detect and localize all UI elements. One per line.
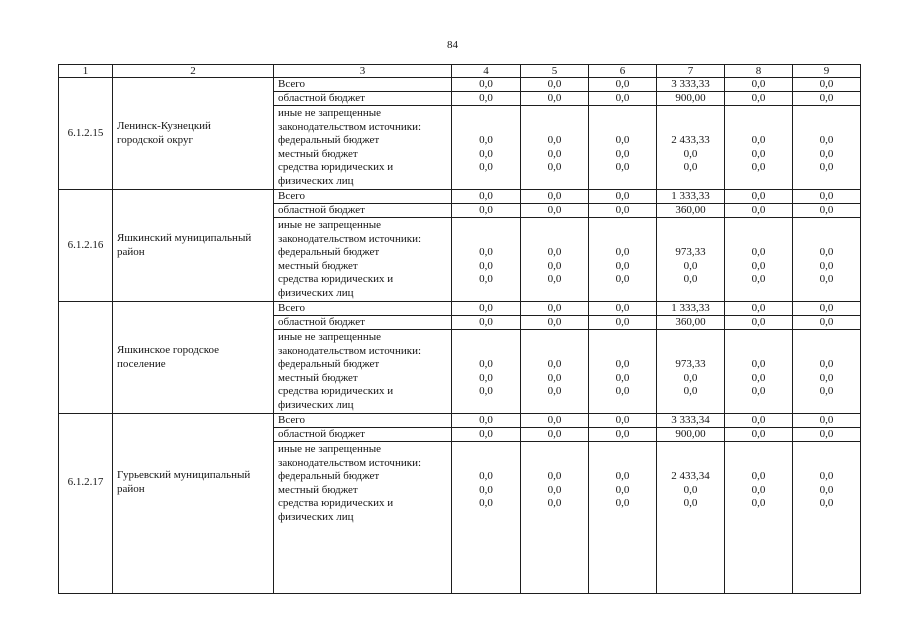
value-legal: 0,0 <box>751 161 766 174</box>
value-federal: 0,0 <box>479 134 493 147</box>
row-label-total: Всего <box>274 190 452 204</box>
value-cell-regional: 0,0 <box>521 428 589 442</box>
line-spacer <box>725 443 792 457</box>
value-cell-regional: 0,0 <box>452 316 521 330</box>
value-cell-regional: 0,0 <box>452 204 521 218</box>
value-federal: 0,0 <box>479 358 493 371</box>
value-cell-regional: 0,0 <box>521 92 589 106</box>
item-name <box>113 78 274 190</box>
line-spacer <box>657 457 724 471</box>
value-cell-total: 1 333,33 <box>657 190 725 204</box>
line-spacer <box>793 121 860 135</box>
value-local: 0,0 <box>751 371 766 384</box>
value-cell-other <box>452 330 521 414</box>
financing-table <box>58 64 861 594</box>
column-number-5: 5 <box>521 65 589 78</box>
line-spacer <box>725 219 792 233</box>
line-spacer <box>521 107 588 121</box>
line-spacer <box>793 219 860 233</box>
header-row <box>59 65 861 78</box>
value-cell-total: 0,0 <box>725 78 793 92</box>
value-federal: 0,0 <box>751 134 766 147</box>
column-number-3: 3 <box>274 65 452 78</box>
value-legal: 0,0 <box>615 497 630 510</box>
item-name-line: Ленинск-Кузнецкий <box>117 119 211 132</box>
value-legal: 0,0 <box>479 161 493 174</box>
line-spacer <box>589 457 656 471</box>
line-spacer <box>452 219 520 233</box>
source-label-line: средства юридических и <box>278 161 394 174</box>
line-spacer <box>793 457 860 471</box>
value-cell-regional: 0,0 <box>589 92 657 106</box>
value-legal: 0,0 <box>547 161 562 174</box>
item-name <box>113 302 274 414</box>
source-label-line: федеральный бюджет <box>278 358 380 371</box>
value-cell-total: 0,0 <box>452 414 521 428</box>
value-cell-other <box>521 442 589 594</box>
value-cell-regional: 0,0 <box>589 204 657 218</box>
value-local: 0,0 <box>751 147 766 160</box>
line-spacer <box>657 331 724 345</box>
item-name-line: район <box>117 245 145 258</box>
value-local: 0,0 <box>547 483 562 496</box>
value-cell-other <box>725 442 793 594</box>
value-cell-regional: 0,0 <box>725 316 793 330</box>
value-legal: 0,0 <box>479 497 493 510</box>
value-local: 0,0 <box>547 259 562 272</box>
row-label-other <box>274 106 452 190</box>
value-legal: 0,0 <box>751 273 766 286</box>
value-legal: 0,0 <box>819 385 834 398</box>
line-spacer <box>793 443 860 457</box>
source-label-line: федеральный бюджет <box>278 134 380 147</box>
value-legal: 0,0 <box>547 385 562 398</box>
value-cell-other <box>521 218 589 302</box>
value-federal: 0,0 <box>819 134 834 147</box>
value-local: 0,0 <box>615 147 630 160</box>
value-cell-other <box>793 218 861 302</box>
value-federal: 0,0 <box>819 470 834 483</box>
table-header <box>59 65 861 78</box>
value-cell-total: 0,0 <box>725 414 793 428</box>
source-label-line: местный бюджет <box>278 483 358 496</box>
source-label-line: физических лиц <box>278 398 354 411</box>
item-code <box>59 302 113 414</box>
value-federal: 0,0 <box>751 246 766 259</box>
value-cell-total: 0,0 <box>793 78 861 92</box>
source-label-line: законодательством источники: <box>278 120 422 133</box>
value-local: 0,0 <box>479 371 493 384</box>
item-code: 6.1.2.15 <box>59 78 113 190</box>
row-label-other <box>274 218 452 302</box>
row-label-other <box>274 442 452 594</box>
value-cell-regional: 0,0 <box>521 316 589 330</box>
value-cell-total: 3 333,34 <box>657 414 725 428</box>
row-total <box>59 302 861 316</box>
source-label-line: физических лиц <box>278 174 354 187</box>
column-number-2: 2 <box>113 65 274 78</box>
line-spacer <box>452 107 520 121</box>
item-name-line: городской округ <box>117 133 194 146</box>
value-cell-regional: 0,0 <box>452 92 521 106</box>
line-spacer <box>793 233 860 247</box>
value-local: 0,0 <box>479 259 493 272</box>
value-cell-total: 0,0 <box>521 190 589 204</box>
value-federal: 0,0 <box>615 134 630 147</box>
value-cell-total: 0,0 <box>589 302 657 316</box>
value-cell-regional: 0,0 <box>793 92 861 106</box>
value-cell-regional: 0,0 <box>793 204 861 218</box>
column-number-6: 6 <box>589 65 657 78</box>
row-total <box>59 190 861 204</box>
value-federal: 0,0 <box>819 246 834 259</box>
item-name-line: Яшкинский муниципальный <box>117 231 252 244</box>
value-cell-total: 1 333,33 <box>657 302 725 316</box>
value-legal: 0,0 <box>547 273 562 286</box>
value-legal: 0,0 <box>751 497 766 510</box>
value-cell-regional: 900,00 <box>657 92 725 106</box>
source-label-line: иные не запрещенные <box>278 107 382 119</box>
value-cell-total: 0,0 <box>521 78 589 92</box>
value-cell-other <box>793 330 861 414</box>
item-code: 6.1.2.16 <box>59 190 113 302</box>
line-spacer <box>589 121 656 135</box>
value-federal: 0,0 <box>547 470 562 483</box>
row-label-regional: областной бюджет <box>274 204 452 218</box>
value-federal: 2 433,33 <box>671 134 710 147</box>
value-legal: 0,0 <box>751 385 766 398</box>
value-federal: 0,0 <box>615 246 630 259</box>
budget-block <box>59 78 861 190</box>
value-federal: 0,0 <box>479 246 493 259</box>
item-name-line: район <box>117 482 145 495</box>
value-local: 0,0 <box>683 371 698 384</box>
source-label-line: средства юридических и <box>278 497 394 510</box>
row-label-other <box>274 330 452 414</box>
value-legal: 0,0 <box>819 161 834 174</box>
line-spacer <box>452 331 520 345</box>
item-name-line: поселение <box>117 357 166 370</box>
value-cell-total: 0,0 <box>589 414 657 428</box>
row-label-regional: областной бюджет <box>274 428 452 442</box>
value-cell-other <box>657 442 725 594</box>
source-label-line: местный бюджет <box>278 371 358 384</box>
column-number-1: 1 <box>59 65 113 78</box>
line-spacer <box>452 457 520 471</box>
line-spacer <box>725 345 792 359</box>
source-label-line: законодательством источники: <box>278 456 422 469</box>
value-cell-other <box>521 330 589 414</box>
value-local: 0,0 <box>819 371 834 384</box>
value-legal: 0,0 <box>683 497 698 510</box>
value-cell-total: 3 333,33 <box>657 78 725 92</box>
value-cell-regional: 0,0 <box>725 204 793 218</box>
value-cell-total: 0,0 <box>793 190 861 204</box>
value-cell-other <box>452 106 521 190</box>
value-cell-other <box>725 106 793 190</box>
line-spacer <box>521 121 588 135</box>
value-cell-regional: 0,0 <box>793 316 861 330</box>
value-local: 0,0 <box>751 259 766 272</box>
value-cell-other <box>657 218 725 302</box>
row-total <box>59 414 861 428</box>
value-cell-other <box>521 106 589 190</box>
value-cell-total: 0,0 <box>725 190 793 204</box>
value-cell-other <box>589 330 657 414</box>
value-legal: 0,0 <box>819 273 834 286</box>
value-federal: 0,0 <box>547 246 562 259</box>
item-name-line: Яшкинское городское <box>117 343 220 356</box>
value-cell-regional: 0,0 <box>452 428 521 442</box>
value-legal: 0,0 <box>683 161 698 174</box>
value-legal: 0,0 <box>819 497 834 510</box>
value-local: 0,0 <box>479 147 493 160</box>
column-number-4: 4 <box>452 65 521 78</box>
value-federal: 0,0 <box>751 470 766 483</box>
value-cell-other <box>725 218 793 302</box>
value-local: 0,0 <box>683 147 698 160</box>
value-cell-regional: 0,0 <box>589 316 657 330</box>
column-number-8: 8 <box>725 65 793 78</box>
value-cell-total: 0,0 <box>452 78 521 92</box>
value-local: 0,0 <box>819 147 834 160</box>
column-number-9: 9 <box>793 65 861 78</box>
value-cell-regional: 900,00 <box>657 428 725 442</box>
value-cell-regional: 0,0 <box>725 92 793 106</box>
line-spacer <box>521 331 588 345</box>
value-local: 0,0 <box>683 483 698 496</box>
line-spacer <box>657 107 724 121</box>
value-local: 0,0 <box>615 483 630 496</box>
value-legal: 0,0 <box>683 385 698 398</box>
source-label-line: физических лиц <box>278 510 354 523</box>
line-spacer <box>793 345 860 359</box>
line-spacer <box>725 107 792 121</box>
value-cell-regional: 0,0 <box>793 428 861 442</box>
value-local: 0,0 <box>547 147 562 160</box>
line-spacer <box>725 121 792 135</box>
line-spacer <box>589 219 656 233</box>
value-cell-total: 0,0 <box>589 78 657 92</box>
line-spacer <box>725 331 792 345</box>
value-cell-other <box>589 106 657 190</box>
row-total <box>59 78 861 92</box>
line-spacer <box>589 443 656 457</box>
source-label-line: местный бюджет <box>278 259 358 272</box>
item-name-line: Гурьевский муниципальный <box>117 469 251 481</box>
line-spacer <box>657 443 724 457</box>
value-cell-regional: 360,00 <box>657 204 725 218</box>
value-federal: 0,0 <box>479 470 493 483</box>
source-label-line: средства юридических и <box>278 385 394 398</box>
value-cell-other <box>589 218 657 302</box>
value-federal: 0,0 <box>615 358 630 371</box>
source-label-line: федеральный бюджет <box>278 246 380 259</box>
value-federal: 2 433,34 <box>671 470 710 483</box>
value-cell-other <box>657 106 725 190</box>
value-legal: 0,0 <box>479 273 493 286</box>
source-label-line: местный бюджет <box>278 147 358 160</box>
value-federal: 973,33 <box>675 246 706 259</box>
line-spacer <box>793 107 860 121</box>
value-cell-regional: 0,0 <box>725 428 793 442</box>
source-label-line: законодательством источники: <box>278 344 422 357</box>
column-number-7: 7 <box>657 65 725 78</box>
source-label-line: средства юридических и <box>278 273 394 286</box>
value-federal: 0,0 <box>615 470 630 483</box>
value-cell-total: 0,0 <box>793 302 861 316</box>
value-cell-other <box>793 106 861 190</box>
value-federal: 0,0 <box>819 358 834 371</box>
source-label-line: иные не запрещенные <box>278 219 382 231</box>
line-spacer <box>589 331 656 345</box>
value-local: 0,0 <box>819 259 834 272</box>
value-cell-other <box>452 442 521 594</box>
value-cell-total: 0,0 <box>521 414 589 428</box>
line-spacer <box>521 443 588 457</box>
source-label-line: иные не запрещенные <box>278 331 382 343</box>
budget-block <box>59 414 861 594</box>
row-label-total: Всего <box>274 414 452 428</box>
line-spacer <box>589 233 656 247</box>
line-spacer <box>521 457 588 471</box>
value-cell-regional: 0,0 <box>521 204 589 218</box>
value-federal: 973,33 <box>675 358 706 371</box>
value-cell-other <box>452 218 521 302</box>
row-label-total: Всего <box>274 302 452 316</box>
budget-block <box>59 190 861 302</box>
line-spacer <box>521 219 588 233</box>
value-local: 0,0 <box>819 483 834 496</box>
value-local: 0,0 <box>615 371 630 384</box>
value-local: 0,0 <box>751 483 766 496</box>
value-federal: 0,0 <box>547 134 562 147</box>
line-spacer <box>521 233 588 247</box>
value-legal: 0,0 <box>615 385 630 398</box>
line-spacer <box>657 345 724 359</box>
value-legal: 0,0 <box>547 497 562 510</box>
source-label-line: федеральный бюджет <box>278 470 380 483</box>
value-cell-other <box>589 442 657 594</box>
value-local: 0,0 <box>683 259 698 272</box>
source-label-line: законодательством источники: <box>278 232 422 245</box>
line-spacer <box>452 443 520 457</box>
value-legal: 0,0 <box>615 273 630 286</box>
line-spacer <box>657 219 724 233</box>
value-cell-other <box>793 442 861 594</box>
line-spacer <box>657 233 724 247</box>
value-cell-total: 0,0 <box>725 302 793 316</box>
row-label-total: Всего <box>274 78 452 92</box>
value-local: 0,0 <box>479 483 493 496</box>
value-cell-total: 0,0 <box>452 302 521 316</box>
line-spacer <box>657 121 724 135</box>
value-federal: 0,0 <box>751 358 766 371</box>
item-name <box>113 190 274 302</box>
value-legal: 0,0 <box>479 385 493 398</box>
page-number: 84 <box>447 39 458 51</box>
line-spacer <box>725 457 792 471</box>
row-label-regional: областной бюджет <box>274 316 452 330</box>
line-spacer <box>452 121 520 135</box>
line-spacer <box>725 233 792 247</box>
value-local: 0,0 <box>615 259 630 272</box>
line-spacer <box>589 107 656 121</box>
value-cell-total: 0,0 <box>452 190 521 204</box>
row-label-regional: областной бюджет <box>274 92 452 106</box>
line-spacer <box>452 345 520 359</box>
value-cell-total: 0,0 <box>521 302 589 316</box>
line-spacer <box>521 345 588 359</box>
value-local: 0,0 <box>547 371 562 384</box>
source-label-line: физических лиц <box>278 286 354 299</box>
line-spacer <box>452 233 520 247</box>
line-spacer <box>793 331 860 345</box>
item-code: 6.1.2.17 <box>59 414 113 594</box>
budget-block <box>59 302 861 414</box>
value-legal: 0,0 <box>615 161 630 174</box>
value-legal: 0,0 <box>683 273 698 286</box>
value-federal: 0,0 <box>547 358 562 371</box>
value-cell-other <box>657 330 725 414</box>
value-cell-total: 0,0 <box>793 414 861 428</box>
value-cell-regional: 360,00 <box>657 316 725 330</box>
source-label-line: иные не запрещенные <box>278 443 382 455</box>
item-name <box>113 414 274 594</box>
line-spacer <box>589 345 656 359</box>
value-cell-total: 0,0 <box>589 190 657 204</box>
value-cell-other <box>725 330 793 414</box>
value-cell-regional: 0,0 <box>589 428 657 442</box>
